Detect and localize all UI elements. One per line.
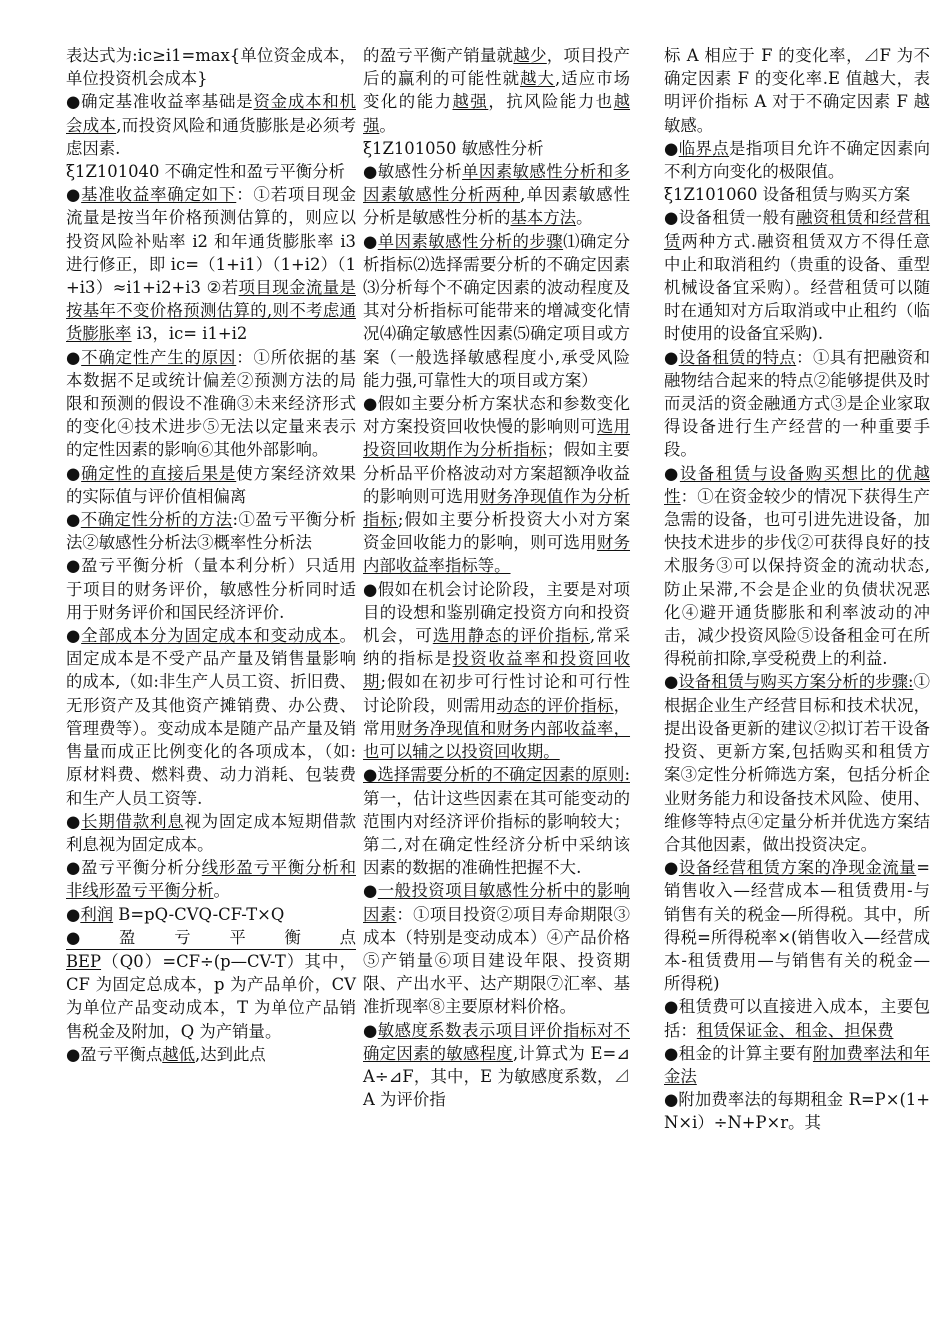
underlined-text: 项目现金流量是按基年不变价格预测估算的,则不考虑通货膨胀率: [66, 278, 356, 344]
paragraph: [664, 462, 930, 671]
body-text: ,常采纳的指标是: [363, 626, 631, 669]
body-text: :①盈亏平衡分析法②敏感性分析法③概率性分析法: [66, 510, 356, 553]
body-text: 使方案经济效果的实际值与评价值相偏离: [66, 463, 357, 506]
underlined-text: 越低: [162, 1044, 196, 1064]
body-text: 两种方式.融资租赁双方不得任意中止和取消租约（贵重的设备、重型机械设备宜采购）。经营租赁可以随时在通知对方后取消或中止租约（临时使用的设备宜采购).: [664, 231, 930, 344]
body-text: ●租赁费可以直接进入成本，主要包括：: [664, 997, 930, 1040]
paragraph: [363, 879, 630, 1018]
underlined-text: 附加费率法和年金法: [664, 1043, 931, 1086]
body-text: i3，ic= i1+i2: [131, 324, 248, 344]
text-column-middle: [363, 44, 630, 1111]
paragraph: [66, 926, 356, 950]
body-text: ，项目投产后的赢利的可能性就: [363, 46, 631, 89]
body-text: B=pQ-CVQ-CF-T×Q: [113, 904, 285, 924]
underlined-text: 单因素敏感性分析和多因素敏感性分析两种: [363, 162, 631, 205]
body-text: ●: [363, 881, 378, 901]
body-text: 。固定成本是不受产品产量及销售量影响的成本,（如:非生产人员工资、折旧费、无形资产及其他资产摊销费、办公费、管理费等）。变动成本是随产品产量及销售量而成正比例变化的各项成本，（如:原材料费、燃料费、动力消耗、包装费和生产人员工资等.: [66, 626, 357, 808]
body-text: ●: [664, 672, 679, 692]
body-text: ●附加费率法的每期租金 R=P×(1+N×i）÷N+P×r。其: [664, 1090, 930, 1133]
body-text: ●: [66, 811, 82, 831]
underlined-text: 确定性的直接后果是: [81, 463, 237, 483]
body-text: ;假如主要分析投资大小对方案资金回收能力的影响，则可选用: [363, 510, 631, 553]
body-text: ●假如主要分析方案状态和参数变化对方案投资回收快慢的影响则可: [363, 394, 630, 437]
heading-text: ● 盈 亏 平 衡 点: [66, 926, 356, 950]
body-text: ，常用: [363, 695, 631, 738]
body-text: ：①所依据的基本数据不足或统计偏差②预测方法的局限和预测的假设不准确③未来经济形式的变化④技术进步⑤无法以定量来表示的定性因素的影响⑥其他外部影响。: [66, 347, 357, 460]
body-text: ,达到此点: [195, 1044, 266, 1064]
paragraph: [363, 1019, 630, 1112]
body-text: ●: [66, 185, 82, 205]
body-text: ●盈亏平衡分析（量本利分析）只适用于项目的财务评价，敏感性分析同时适用于财务评价和国民经济评价.: [66, 556, 356, 622]
body-text: ●: [66, 463, 82, 483]
underlined-text: 临界点: [678, 138, 730, 158]
body-text: ；假如主要分析品平价格波动对方案超额净收益的影响则可选用: [363, 440, 631, 506]
body-text: ξ1Z101050 敏感性分析: [363, 138, 544, 158]
body-text: ●盈亏平衡点: [66, 1044, 163, 1064]
underlined-text: 财务净现值和财务内部收益率，也可以辅之以投资回收期。: [363, 718, 631, 762]
paragraph: [363, 763, 630, 879]
body-text: ●: [664, 347, 679, 367]
underlined-text: 动态的评价指标: [496, 695, 614, 715]
paragraph: [66, 950, 356, 1043]
paragraph: [66, 90, 356, 160]
underlined-text: 选用投资回收期作为分析指标: [363, 417, 631, 460]
body-text: 。: [213, 881, 230, 901]
body-text: ●: [66, 347, 82, 367]
underlined-text: 越大: [520, 69, 555, 89]
paragraph: [664, 137, 930, 183]
paragraph: [363, 160, 630, 230]
body-text: 视为固定成本短期借款利息视为固定成本。: [66, 811, 357, 854]
paragraph: [664, 670, 930, 856]
body-text: 的盈亏平衡产销量就: [363, 46, 514, 65]
underlined-text: 越强: [452, 92, 489, 112]
paragraph: [664, 206, 930, 345]
body-text: ●确定基准收益率基础是: [66, 92, 254, 112]
paragraph: [363, 230, 630, 392]
paragraph: [664, 346, 930, 462]
paragraph: [363, 137, 630, 160]
body-text: ①根据企业生产经营目标和技术状况，提出设备更新的建议②拟订若干设备投资、更新方案,包括购买和租赁方案③定性分析筛选方案，包括分析企业财务能力和设备技术风险、使用、维修等特点④定量分析并优选方案结合其他因素，做出投资决定。: [664, 672, 930, 854]
body-text: ●: [363, 1020, 378, 1040]
underlined-text: 设备租赁与设备购买想比的优越性: [664, 463, 930, 506]
paragraph: [664, 1088, 930, 1134]
paragraph: [363, 392, 630, 578]
paragraph: [66, 856, 356, 902]
paragraph: [66, 624, 356, 810]
body-text: 。: [576, 208, 593, 228]
body-text: ：①若项目现金流量是按当年价格预测估算的，则应以投资风险补贴率 i2 和年通货膨胀率 i3 进行修正，即 ic=（1+i1）（1+i2）（1+i3）≈i1+i2+i3 ②若: [66, 185, 357, 298]
body-text: ;假如在初步可行性讨论和可行性讨论阶段，则需用: [363, 672, 630, 715]
body-text: ：①具有把融资和融物结合起来的特点②能够提供及时而灵活的资金融通方式③是企业家取得设备进行生产经营的一种重要手段。: [664, 347, 931, 460]
body-text: ,单因素敏感性分析是敏感性分析的: [363, 185, 631, 228]
underlined-text: 租赁保证金、租金、担保费: [696, 1020, 894, 1040]
underlined-text: 财务内部收益率指标等。: [363, 533, 631, 576]
body-text: ●: [363, 231, 378, 251]
underlined-text: 不确定性分析的方法: [80, 510, 233, 530]
paragraph: [66, 554, 356, 624]
underlined-text: 长期借款利息: [81, 811, 185, 831]
underlined-text: 利润: [80, 904, 114, 924]
paragraph: [66, 903, 356, 926]
body-text: ●盈亏平衡分析分: [66, 858, 202, 878]
body-text: ,适应市场变化的能力: [363, 69, 631, 112]
underlined-text: 选用静态的评价指标: [432, 626, 590, 646]
body-text: 是指项目允许不确定因素向不利方向变化的极限值。: [664, 138, 931, 182]
underlined-text: 设备租赁与购买方案分析的步骤:: [678, 672, 914, 692]
body-text: ξ1Z101060 设备租赁与购买方案: [664, 185, 911, 205]
body-text: 表达式为:ic≥i1=max{单位资金成本，单位投资机会成本}: [66, 46, 356, 89]
body-text: ⑴确定分析指标⑵选择需要分析的不确定因素⑶分析每个不确定因素的波动程度及其对分析指标可能带来的增减变化情况⑷确定敏感性因素⑸确定项目或方案（一般选择敏感程度小,承受风险能力强,可靠性大的项目或方案）: [363, 231, 631, 390]
body-text: ，抗风险能力也: [488, 92, 614, 112]
paragraph: [66, 508, 356, 554]
paragraph: [66, 160, 356, 183]
underlined-text: 敏感度系数表示项目评价指标对不确定因素的敏感程度: [363, 1020, 630, 1063]
underlined-text: 设备经营租赁方案的净现金流量: [678, 858, 917, 878]
paragraph: [66, 1043, 356, 1066]
paragraph: [664, 183, 930, 206]
underlined-text: 越强: [363, 92, 631, 135]
body-text: 标 A 相应于 F 的变化率，⊿F 为不确定因素 F 的变化率.E 值越大，表明评价指标 A 对于不确定因素 F 越敏感。: [664, 46, 930, 135]
body-text: ●租金的计算主要有: [664, 1043, 813, 1063]
underlined-text: 一般投资项目敏感性分析中的影响因素: [363, 881, 630, 924]
body-text: ●假如在机会讨论阶段，主要是对项目的设想和鉴别确定投资方向和投资机会，可: [363, 579, 630, 646]
body-text: 第一，估计这些因素在其可能变动的范围内对经济评价指标的影响较大；第二,对在确定性经济分析中采纳该因素的数据的准确性把握不大.: [363, 788, 630, 878]
paragraph: [66, 810, 356, 856]
text-column-left: [66, 44, 356, 1066]
underlined-text: ●选择需要分析的不确定因素的原则:: [363, 765, 630, 785]
paragraph: [363, 44, 630, 137]
body-text: ,而投资风险和通货膨胀是必须考虑因素.: [66, 115, 357, 158]
underlined-text: 单因素敏感性分析的步骤: [377, 231, 564, 251]
body-text: =销售收入—经营成本—租赁费用-与销售有关的税金—所得税。其中，所得税=所得税率×(销售收入—经营成本-租赁费用—与销售有关的税金—所得税): [664, 858, 930, 994]
underlined-text: 不确定性产生的原因: [81, 347, 237, 367]
underlined-text: 线形盈亏平衡分析和非线形盈亏平衡分析: [66, 858, 356, 901]
body-text: （Q0）=CF÷(p—CV-T）其中，CF 为固定总成本，p 为产品单价，CV 为单位产品变动成本，T 为单位产品销售税金及附加，Q 为产销量。: [66, 951, 356, 1041]
paragraph: [664, 995, 930, 1041]
paragraph: [66, 44, 356, 90]
body-text: ●: [664, 138, 679, 158]
paragraph: [66, 462, 356, 508]
paragraph: [363, 578, 630, 764]
body-text: ●: [66, 510, 81, 530]
body-text: ●: [66, 904, 81, 924]
paragraph: [66, 346, 356, 462]
paragraph: [664, 856, 930, 995]
body-text: ●: [664, 463, 680, 483]
body-text: ●敏感性分析: [363, 162, 462, 182]
body-text: ●: [66, 626, 82, 646]
underlined-text: 基准收益率确定如下: [81, 185, 237, 205]
underlined-text: 融资租赁和经营租赁: [664, 208, 931, 251]
underlined-text: 设备租赁的特点: [678, 347, 797, 367]
body-text: ：①在资金较少的情况下获得生产急需的设备，也可引进先进设备，加快技术进步的步伐②可获得良好的技术服务③可以保持资金的流动状态,防止呆滞,不会是企业的负债状况恶化④避开通货膨胀和利率波动的冲击，减少投资风险⑤设备租金可在所得税前扣除,享受税费上的利益.: [664, 486, 930, 669]
underlined-text: 财务净现值作为分析指标: [363, 486, 631, 530]
paragraph: [664, 44, 930, 137]
paragraph: [664, 1042, 930, 1088]
underlined-text: 基本方法: [510, 208, 577, 228]
body-text: ●设备租赁一般有: [664, 208, 797, 228]
paragraph: [66, 183, 356, 345]
underlined-text: 越少: [513, 46, 547, 65]
underlined-text: 全部成本分为固定成本和变动成本: [81, 626, 340, 646]
body-text: ξ1Z101040 不确定性和盈亏平衡分析: [66, 162, 345, 182]
body-text: ：①项目投资②项目寿命期限③成本（特别是变动成本）④产品价格⑤产销量⑥项目建设年限、投资期限、产出水平、达产期限⑦汇率、基准折现率⑧主要原材料价格。: [363, 904, 631, 1017]
underlined-text: 投资收益率和投资回收期: [363, 649, 631, 692]
body-text: ●: [664, 858, 679, 878]
underlined-text: 资金成本和机会成本: [66, 92, 356, 135]
body-text: ,计算式为 E=⊿A÷⊿F，其中，E 为敏感度系数，⊿A 为评价指: [363, 1043, 630, 1110]
body-text: 。: [379, 115, 396, 135]
underlined-text: BEP: [66, 951, 102, 971]
text-column-right: [664, 44, 930, 1135]
